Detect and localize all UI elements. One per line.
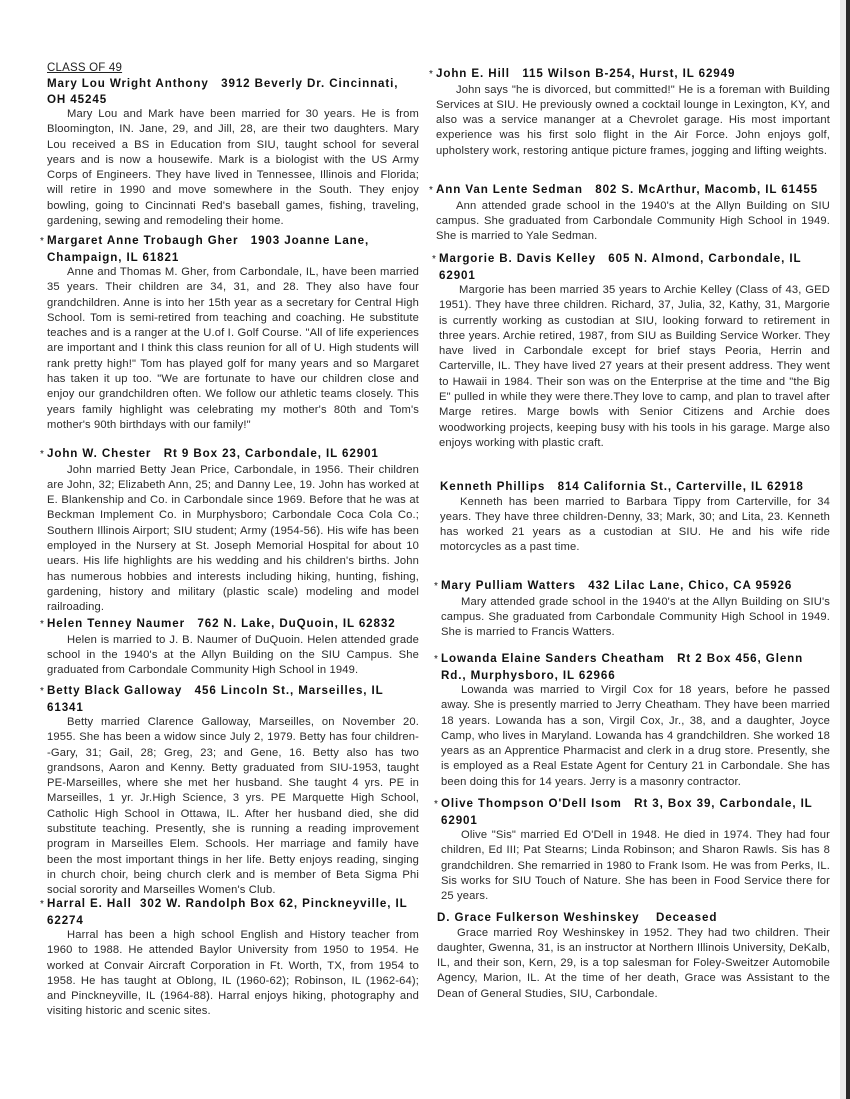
entry-lowanda-elaine-sanders-cheatham bbox=[434, 651, 830, 790]
entry-address: 605 N. Almond, Carbondale, IL 62901 bbox=[439, 252, 802, 282]
star-bullet-icon: * bbox=[432, 254, 437, 265]
star-bullet-icon: * bbox=[434, 581, 439, 592]
entry-name: Margaret Anne Trobaugh Gher bbox=[47, 234, 239, 247]
entry-address: 814 California St., Carterville, IL 62918 bbox=[557, 480, 804, 493]
entry-name: Helen Tenney Naumer bbox=[47, 617, 186, 630]
entry-name: Betty Black Galloway bbox=[47, 684, 183, 697]
entry-heading bbox=[434, 796, 830, 828]
entry-name: Lowanda Elaine Sanders Cheatham bbox=[441, 652, 665, 665]
entry-olive-thompson-odell-isom bbox=[434, 796, 830, 904]
entry-bio: Anne and Thomas M. Gher, from Carbondale, IL, have been married 35 years. Their children are 34, 31, and 28. They also have four grandchildren. Anne is into her 15th year as a secretary for Central High School. Tom is semi-retired from teaching and coaching. He substitute teaches and is a ranger at the U.of I. Golf Course. "All of life experiences are important and I think this class reunion for all of U. High students will rank pretty high!" Tom has played golf for many years and so Margaret has taken it up too. "We are fortunate to have our children close and enjoy our grandchildren often. We follow our athletic teams closely. This years family highlight was celebrating my mother's 80th and Tom's mother's 90th birthdays with our family!" bbox=[47, 266, 419, 431]
entry-bio: John married Betty Jean Price, Carbondale, in 1956. Their children are John, 32; Elizabeth Ann, 25; and Danny Lee, 19. John has worked at E. Blankenship and Co. in Carbondale since 1969. Before that he was at Beckman Implement Co. in Murphysboro; Carbondale Coca Cola Co.; Southern Illinois Airport; SIU student; Army (1954-56). His wife has been employed in the Nursery at St. Joseph Memorial Hospital for about 10 uears. His life highlights are his wedding and his children's births. John has numerous hobbies and interests including hiking, hunting, fishing, gardening, history and military (plastic scale) modeling and model railroading. bbox=[47, 463, 419, 614]
entry-address: Rt 2 Box 456, Glenn Rd., Murphysboro, IL 62966 bbox=[441, 652, 804, 682]
entry-address: 456 Lincoln St., Marseilles, IL 61341 bbox=[47, 684, 384, 714]
entry-bio: John says "he is divorced, but committed!" He is a foreman with Building Services at SIU. He previously owned a cocktail lounge in Lexington, KY, and also was a service mananger at a Chevrolet garage. His most important experience was his first solo flight in the Air Force. John enjoys golf, upholstery work, restoring antique picture frames, jogging and lifting weights. bbox=[436, 83, 830, 157]
star-bullet-icon: * bbox=[40, 619, 45, 630]
entry-address: Rt 3, Box 39, Carbondale, IL 62901 bbox=[441, 797, 813, 827]
entry-heading bbox=[440, 479, 830, 495]
star-bullet-icon: * bbox=[40, 236, 45, 247]
entry-bio: Olive "Sis" married Ed O'Dell in 1948. He died in 1974. They had four children, Ed III; Pat Stearns; Linda Robinson; and Sharon Rawls. Sis has 8 grandchildren. She remarried in 1980 to Frank Isom. He was from Perks, IL. Sis works for SIU Touch of Nature. She has been in Food Service there for 25 years. bbox=[441, 829, 830, 903]
entry-bio: Mary attended grade school in the 1940's at the Allyn Building on SIU's campus. She graduated from Carbondale Community High School in 1949. She is married to Francis Watters. bbox=[441, 595, 830, 639]
entry-margaret-anne-trobaugh-gher bbox=[40, 233, 419, 433]
entry-address: 1903 Joanne Lane, Champaign, IL 61821 bbox=[47, 234, 370, 264]
entry-heading bbox=[40, 616, 419, 633]
entry-margorie-b-davis-kelley bbox=[432, 251, 830, 451]
entry-d-grace-fulkerson-weshinskey bbox=[437, 910, 830, 1002]
entry-bio: Grace married Roy Weshinskey in 1952. They had two children. Their daughter, Gwenna, 31, is an instructor at Northern Illinois University, DeKalb, IL, and their son, Kern, 29, is a top salesman for Foley-Sweitzer Automobile Agency, Marion, IL. At the time of her death, Grace was Assistant to the Dean of General Studies, SIU, Carbondale. bbox=[437, 926, 830, 1000]
entry-john-w-chester bbox=[40, 446, 419, 615]
entry-bio: Betty married Clarence Galloway, Marseilles, on November 20. 1955. She has been a widow since July 2, 1979. Betty has four children--Gary, 31; Gail, 28; Greg, 23; and Gene, 16. Betty also has two grandsons, Aaron and Kenny. Betty graduated from SIU-1953, taught PE-Marseilles, where she met her husband. She taught 4 yrs. PE in Marseilles, 1 yr. Jr.High Science, 3 yrs. PE Marquette High School, Catholic High School in Ottawa, IL. After her husband died, she did substitute teaching. Presently, she is running a reading improvement program in Marseilles Elem. Schools. Her marriage and family have been the most important things in her life. Betty enjoys reading, singing in church choir, being church clerk and is member of Beta Sigma Phi social sorority and Marseilles Women's Club. bbox=[47, 716, 419, 897]
entry-name: D. Grace Fulkerson Weshinskey bbox=[437, 911, 640, 924]
entry-address: 115 Wilson B-254, Hurst, IL 62949 bbox=[522, 67, 736, 80]
entry-heading bbox=[40, 446, 419, 463]
star-bullet-icon: * bbox=[40, 899, 45, 910]
entry-heading bbox=[40, 896, 419, 928]
entry-heading bbox=[429, 182, 830, 199]
entry-name: Olive Thompson O'Dell Isom bbox=[441, 797, 622, 810]
entry-harral-e-hall bbox=[40, 896, 419, 1020]
entry-kenneth-phillips bbox=[440, 479, 830, 556]
entry-name: Kenneth Phillips bbox=[440, 480, 546, 493]
entry-bio: Harral has been a high school English and History teacher from 1960 to 1988. He attended Baylor University from 1950 to 1954. He worked at Convair Aircraft Corporation in Ft. Worth, TX, from 1954 to 1958. He has taught at Oblong, IL (1960-62); Robinson, IL (1962-64); and Pinckneyville, IL (1964-88). Harral enjoys hiking, photography and visiting historic and scenic sites. bbox=[47, 929, 419, 1018]
entry-john-e-hill bbox=[429, 66, 830, 159]
entry-heading bbox=[434, 578, 830, 595]
entry-bio: Ann attended grade school in the 1940's at the Allyn Building on SIU campus. She graduated from Carbondale Community High School in 1949. She is married to Yale Sedman. bbox=[436, 199, 830, 243]
star-bullet-icon: * bbox=[429, 69, 434, 80]
entry-mary-pulliam-watters bbox=[434, 578, 830, 640]
entry-bio: Lowanda was married to Virgil Cox for 18 years, before he passed away. She is presently married to Jerry Cheatham. They have been married 18 years. Lowanda has a son, Virgil Cox, Jr., 38, and a daughter, Joyce Camp, who lives in Maryland. Lowanda has 4 grandchildren. She worked 18 years as an Apprentice Pharmacist and clerk in a drug store. Presently, she is employed as a Real Estate Agent for Century 21 in Carbondale. She has been doing this for 14 years. Jerry is a masonry contractor. bbox=[441, 684, 830, 788]
entry-name: Harral E. Hall bbox=[47, 897, 132, 910]
entry-address: 802 S. McArthur, Macomb, IL 61455 bbox=[595, 183, 819, 196]
entry-name: Margorie B. Davis Kelley bbox=[439, 252, 596, 265]
star-bullet-icon: * bbox=[429, 185, 434, 196]
entry-heading bbox=[432, 251, 830, 283]
entry-address: 302 W. Randolph Box 62, Pinckneyville, IL 62274 bbox=[47, 897, 408, 927]
entry-bio: Margorie has been married 35 years to Archie Kelley (Class of 43, GED 1951). They have three children. Richard, 37, Julia, 32, Kathy, 31, Margorie is currently working as custodian at SIU, looking forward to retirement in three years. Archie retired, 1987, from SIU as Building Service Worker. They have lived in Carbondale except for brief stays Peoria, Herrin and Carterville, IL. They have lived 27 years at their present address. They went to Hawaii in 1984. Their son was on the Enterprise at the time and "the Big E" pulled in while they were there.They love to camp, and plan to travel after Marge retires. Marge bowls with Senior Citizens and Archie does woodworking projects, keeping busy with his tools in his garage. Marge also enjoys working with plastic craft. bbox=[439, 284, 830, 449]
entry-name: John E. Hill bbox=[436, 67, 510, 80]
star-bullet-icon: * bbox=[40, 449, 45, 460]
entry-heading bbox=[47, 76, 419, 107]
entry-heading bbox=[40, 683, 419, 715]
entry-heading bbox=[429, 66, 830, 83]
entry-helen-tenney-naumer bbox=[40, 616, 419, 678]
entry-bio: Mary Lou and Mark have been married for 30 years. He is from Bloomington, IN. Jane, 29, and Jill, 28, are their two daughters. Mary Lou received a BS in Education from SIU, taught school for several years and is now a housewife. Mark is a biologist with the US Army Corps of Engineers. They have lived in Tennessee, Illinois and Florida; will retire in 1990 and move somewhere in the South. They enjoy bowling, going to Cincinnati Red's baseball games, fishing, traveling, gardening, sewing and remodeling their home. bbox=[47, 108, 419, 228]
entry-betty-black-galloway bbox=[40, 683, 419, 899]
entry-status: Deceased bbox=[655, 911, 718, 924]
star-bullet-icon: * bbox=[40, 686, 45, 697]
entry-name: Mary Pulliam Watters bbox=[441, 579, 576, 592]
entry-heading bbox=[40, 233, 419, 265]
class-title: CLASS OF 49 bbox=[47, 62, 123, 74]
star-bullet-icon: * bbox=[434, 799, 439, 810]
entry-mary-lou-wright-anthony bbox=[47, 76, 419, 229]
entry-address: 432 Lilac Lane, Chico, CA 95926 bbox=[588, 579, 793, 592]
entry-ann-van-lente-sedman bbox=[429, 182, 830, 244]
entry-bio: Helen is married to J. B. Naumer of DuQuoin. Helen attended grade school in the 1940's at the Allyn Building on the SIU Campus. She graduated from Carbondale Community High School in 1949. bbox=[47, 633, 419, 677]
entry-address: Rt 9 Box 23, Carbondale, IL 62901 bbox=[163, 447, 379, 460]
entry-heading bbox=[434, 651, 830, 683]
star-bullet-icon: * bbox=[434, 654, 439, 665]
entry-name: John W. Chester bbox=[47, 447, 152, 460]
entry-address: 762 N. Lake, DuQuoin, IL 62832 bbox=[197, 617, 396, 630]
entry-heading bbox=[437, 910, 830, 926]
entry-name: Ann Van Lente Sedman bbox=[436, 183, 583, 196]
entry-bio: Kenneth has been married to Barbara Tippy from Carterville, for 34 years. They have three children-Denny, 33; Mark, 30; and Lita, 23. Kenneth has worked 21 years as a custodian at SIU. He and his wife ride motorcycles as a past time. bbox=[440, 495, 830, 554]
entry-name: Mary Lou Wright Anthony bbox=[47, 77, 209, 90]
entry-address: 3912 Beverly Dr. Cincinnati, OH 45245 bbox=[47, 77, 399, 106]
page-scan-edge bbox=[846, 0, 850, 1099]
